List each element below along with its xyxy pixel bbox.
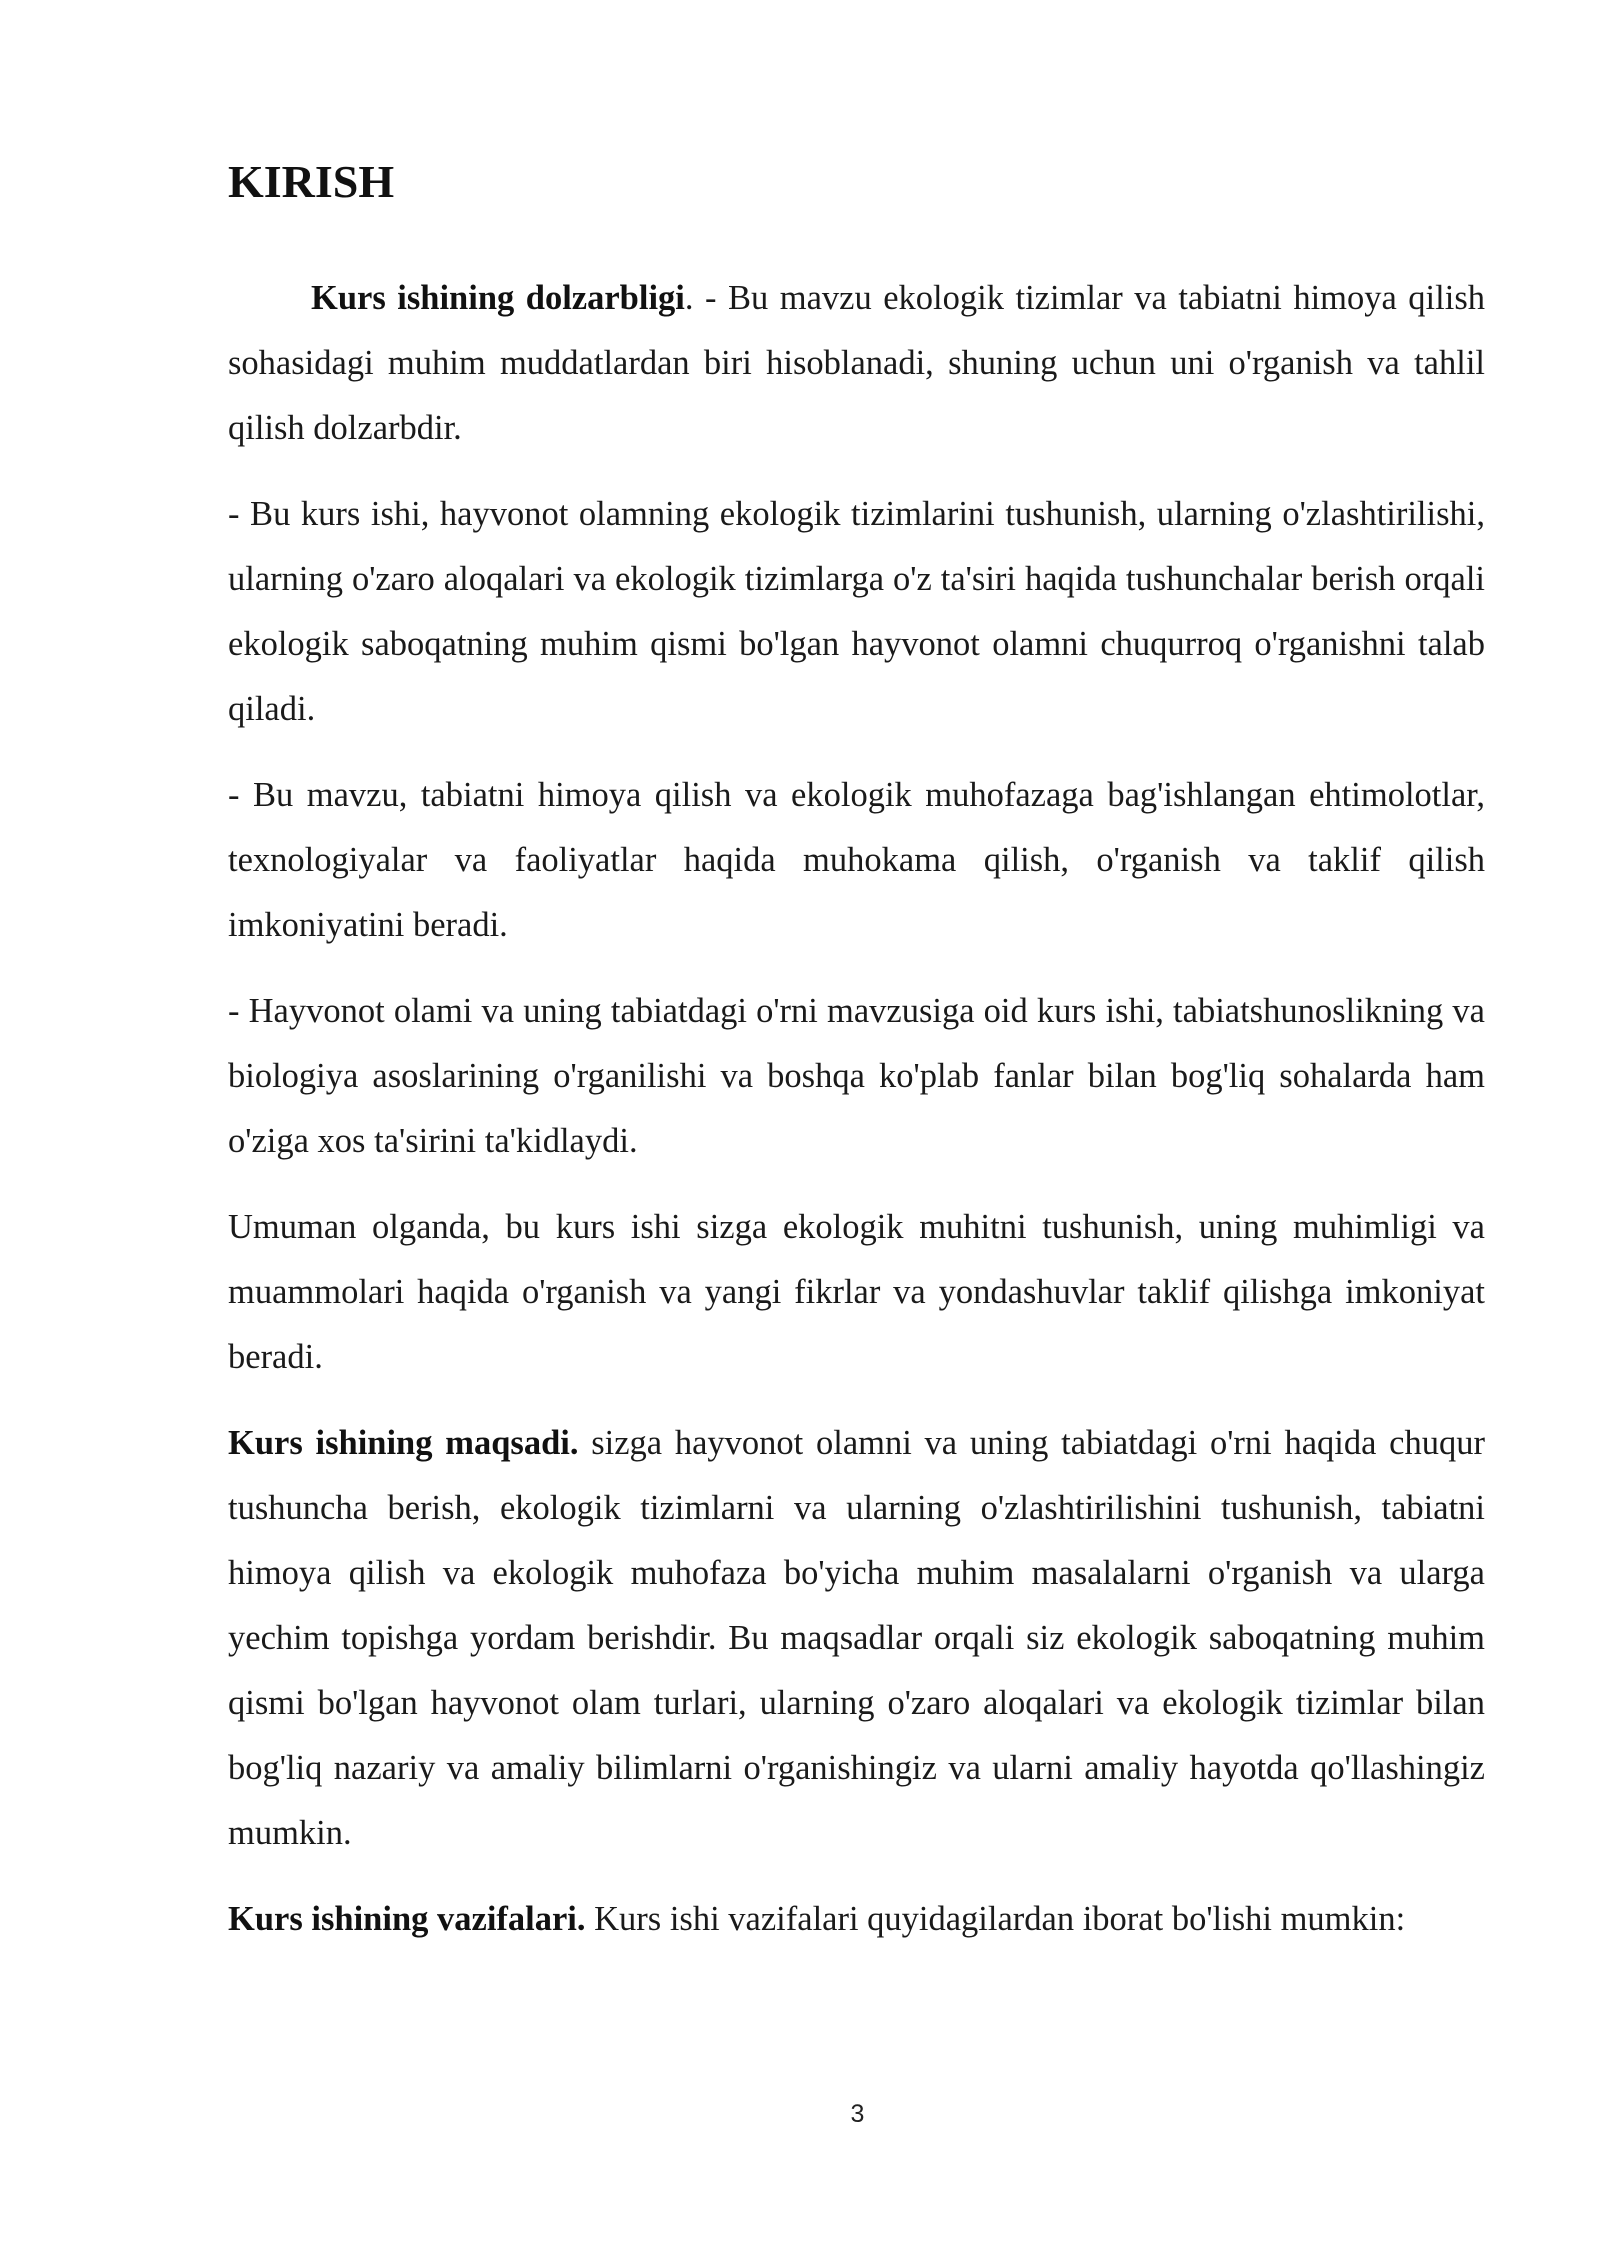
paragraph-lead: Kurs ishining dolzarbligi [311, 279, 685, 317]
section-heading: KIRISH [228, 156, 395, 207]
paragraph-bullet-2: - Bu mavzu, tabiatni himoya qilish va ekologik muhofazaga bag'ishlangan ehtimolotlar, texnologiyalar va faoliyatlar haqida muhokama qilish, o'rganish va taklif qilish imkoniyatini beradi. [228, 776, 1485, 944]
paragraph-goal [228, 1411, 1485, 1866]
paragraph-relevance [228, 266, 1485, 461]
page-number: 3 [850, 2100, 865, 2128]
paragraph-bullet-3: - Hayvonot olami va uning tabiatdagi o'rni mavzusiga oid kurs ishi, tabiatshunoslikning va biologiya asoslarining o'rganilishi va boshqa ko'plab fanlar bilan bog'liq sohalarda ham o'ziga xos ta'sirini ta'kidlaydi. [228, 992, 1485, 1160]
page-content [228, 150, 1485, 1973]
paragraph-text: Kurs ishi vazifalari quyidagilardan iborat bo'lishi mumkin: [585, 1900, 1406, 1938]
paragraph-tasks [228, 1887, 1485, 1952]
paragraph-bullet-1: - Bu kurs ishi, hayvonot olamning ekologik tizimlarini tushunish, ularning o'zlashtirilishi, ularning o'zaro aloqalari va ekologik tizimlarga o'z ta'siri haqida tushunchalar berish orqali ekologik saboqatning muhim qismi bo'lgan hayvonot olamni chuqurroq o'rganishni talab qiladi. [228, 495, 1485, 728]
paragraph-text: . - Bu mavzu ekologik tizimlar va tabiatni himoya qilish sohasidagi muhim muddatlardan biri hisoblanadi, shuning uchun uni o'rganish va tahlil qilish dolzarbdir. [228, 279, 1485, 447]
paragraph-lead: Kurs ishining vazifalari. [228, 1900, 586, 1938]
paragraph-lead: Kurs ishining maqsadi. [228, 1424, 579, 1462]
paragraph-summary: Umuman olganda, bu kurs ishi sizga ekologik muhitni tushunish, uning muhimligi va muammolari haqida o'rganish va yangi fikrlar va yondashuvlar taklif qilishga imkoniyat beradi. [228, 1208, 1485, 1376]
paragraph-text: sizga hayvonot olamni va uning tabiatdagi o'rni haqida chuqur tushuncha berish, ekologik tizimlarni va ularning o'zlashtirilishini tushunish, tabiatni himoya qilish va ekologik muhofaza bo'yicha muhim masalalarni o'rganish va ularga yechim topishga yordam berishdir. Bu maqsadlar orqali siz ekologik saboqatning muhim qismi bo'lgan hayvonot olam turlari, ularning o'zaro aloqalari va ekologik tizimlar bilan bog'liq nazariy va amaliy bilimlarni o'rganishingiz va ularni amaliy hayotda qo'llashingiz mumkin. [228, 1424, 1485, 1852]
